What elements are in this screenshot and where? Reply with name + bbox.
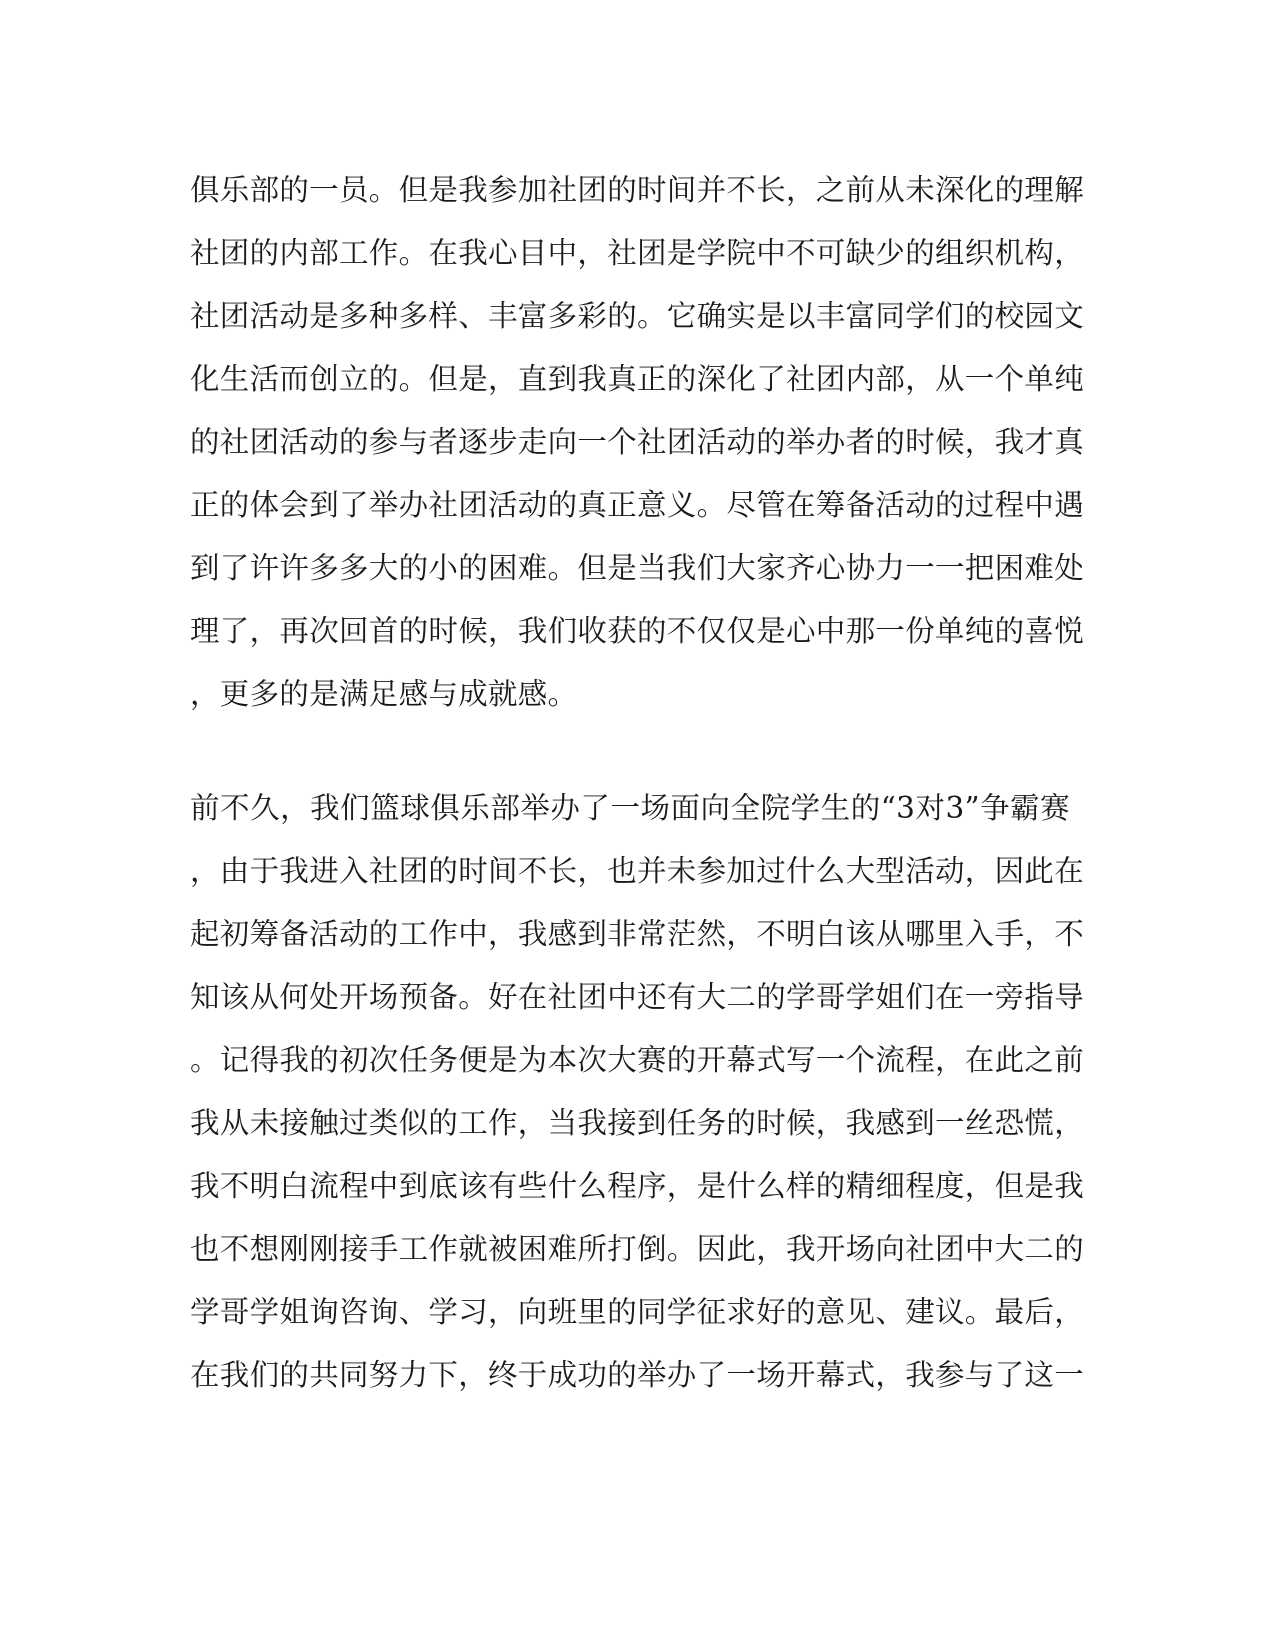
text-line: 也不想刚刚接手工作就被困难所打倒。因此，我开场向社团中大二的 <box>190 1232 1085 1266</box>
text-line: 俱乐部的一员。但是我参加社团的时间并不长，之前从未深化的理解 <box>190 173 1085 207</box>
text-line: 。记得我的初次任务便是为本次大赛的开幕式写一个流程，在此之前 <box>190 1043 1085 1077</box>
text-line: 我从未接触过类似的工作，当我接到任务的时候，我感到一丝恐慌， <box>190 1106 1085 1140</box>
text-line: 前不久，我们篮球俱乐部举办了一场面向全院学生的“3对3”争霸赛 <box>190 791 1070 825</box>
text-line: 社团的内部工作。在我心目中，社团是学院中不可缺少的组织机构， <box>190 236 1085 270</box>
text-line: 在我们的共同努力下，终于成功的举办了一场开幕式，我参与了这一 <box>190 1358 1085 1392</box>
text-line: 我不明白流程中到底该有些什么程序，是什么样的精细程度，但是我 <box>190 1169 1085 1203</box>
text-line: 社团活动是多种多样、丰富多彩的。它确实是以丰富同学们的校园文 <box>190 299 1085 333</box>
text-line: 的社团活动的参与者逐步走向一个社团活动的举办者的时候，我才真 <box>190 425 1085 459</box>
text-line: ，由于我进入社团的时间不长，也并未参加过什么大型活动，因此在 <box>190 854 1085 888</box>
text-line: 起初筹备活动的工作中，我感到非常茫然，不明白该从哪里入手，不 <box>190 917 1085 951</box>
text-line: 化生活而创立的。但是，直到我真正的深化了社团内部，从一个单纯 <box>190 362 1085 396</box>
text-line: 到了许许多多大的小的困难。但是当我们大家齐心协力一一把困难处 <box>190 551 1085 585</box>
text-line: ，更多的是满足感与成就感。 <box>190 677 578 711</box>
text-line: 正的体会到了举办社团活动的真正意义。尽管在筹备活动的过程中遇 <box>190 488 1085 522</box>
text-line: 学哥学姐询咨询、学习，向班里的同学征求好的意见、建议。最后， <box>190 1295 1085 1329</box>
text-line: 理了，再次回首的时候，我们收获的不仅仅是心中那一份单纯的喜悦 <box>190 614 1085 648</box>
text-line: 知该从何处开场预备。好在社团中还有大二的学哥学姐们在一旁指导 <box>190 980 1085 1014</box>
